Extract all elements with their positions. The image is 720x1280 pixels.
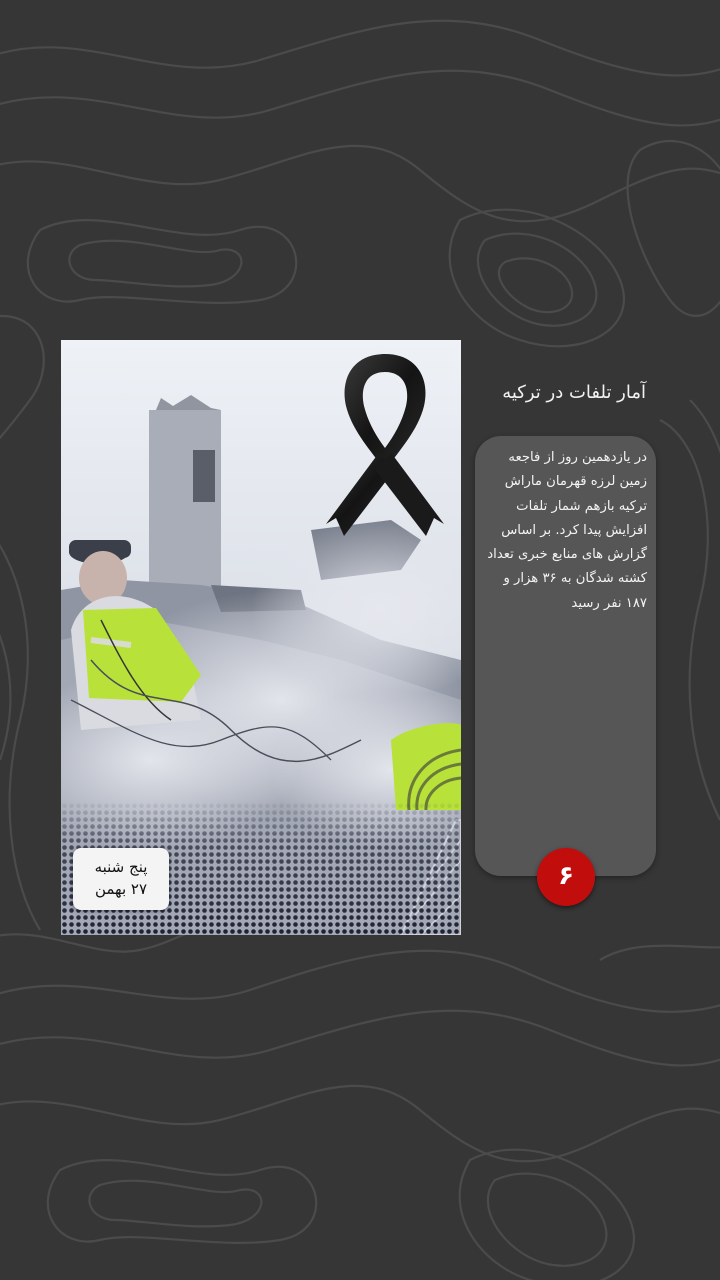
post-body: در یازدهمین روز از فاجعه زمین لرزه قهرمان ماراش ترکیه بازهم شمار تلفات افزایش پیدا کرد. بر اساس گزارش های منابع خبری تعداد کشته شدگان به ۳۶ هزار و ۱۸۷ نفر رسید [487,450,647,611]
date-day: پنج شنبه [94,858,148,876]
date-month: ۲۷ بهمن [94,880,148,898]
page-number-badge: ۶ [537,848,595,906]
date-badge [73,848,169,910]
post-title: آمار تلفات در ترکیه [502,382,646,403]
